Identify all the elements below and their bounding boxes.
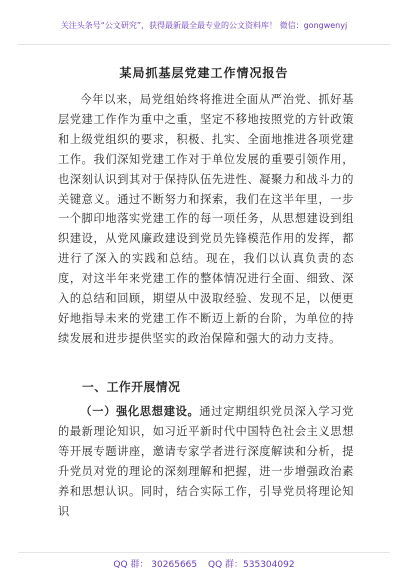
intro-paragraph: 今年以来，局党组始终将推进全面从严治党、抓好基层党建工作作为重中之重，坚定不移地按照党的方针政策和上级党组织的要求，积极、扎实、全面地推进各项党建工作。我们深知党建工作对于单位发展的重要引领作用，也深刻认识到其对于保持队伍先进性、凝聚力和战斗力的关键意义。通过不断努力和探索，我们在这半年里，一步一个脚印地落实党建工作的每一项任务，从思想建设到组织建设，从党风廉政建设到党员先锋模范作用的发挥，都进行了深入的实践和总结。现在，我们以认真负责的态度，对这半年来党建工作的整体情况进行全面、细致、深入的总结和回顾，期望从中汲取经验、发现不足，以便更好地指导未来的党建工作不断迈上新的台阶，为单位的持续发展和进步提供坚实的政治保障和强大的动力支持。	[58, 93, 354, 345]
intro-body	[58, 90, 354, 349]
section-heading: 一、工作开展情况	[82, 380, 181, 394]
footer-divider	[18, 552, 390, 553]
document-title: 某局抓基层党建工作情况报告	[119, 66, 289, 80]
header-banner: 关注头条号“公文研究”，获得最新最全最专业的公文资料库！ 微信：gongwenyj	[60, 21, 348, 30]
footer-qq-group-1: QQ 群： 30265665	[113, 560, 198, 570]
subsection-text: 通过定期组织党员深入学习党的最新理论知识，如习近平新时代中国特色社会主义思想等开展专题讲座，邀请专家学者进行深度解读和分析，提升党员对党的理论的深刻理解和把握，进一步增强政治素养和思想认识。同时，结合实际工作，引导党员将理论知识	[58, 405, 354, 518]
section-paragraph	[58, 402, 354, 521]
header-divider	[18, 44, 390, 45]
section-body	[58, 402, 354, 521]
subsection-label: （一）强化思想建设。	[80, 405, 200, 418]
footer-qq-group-2: QQ 群：535304092	[208, 560, 295, 570]
footer	[0, 557, 408, 570]
